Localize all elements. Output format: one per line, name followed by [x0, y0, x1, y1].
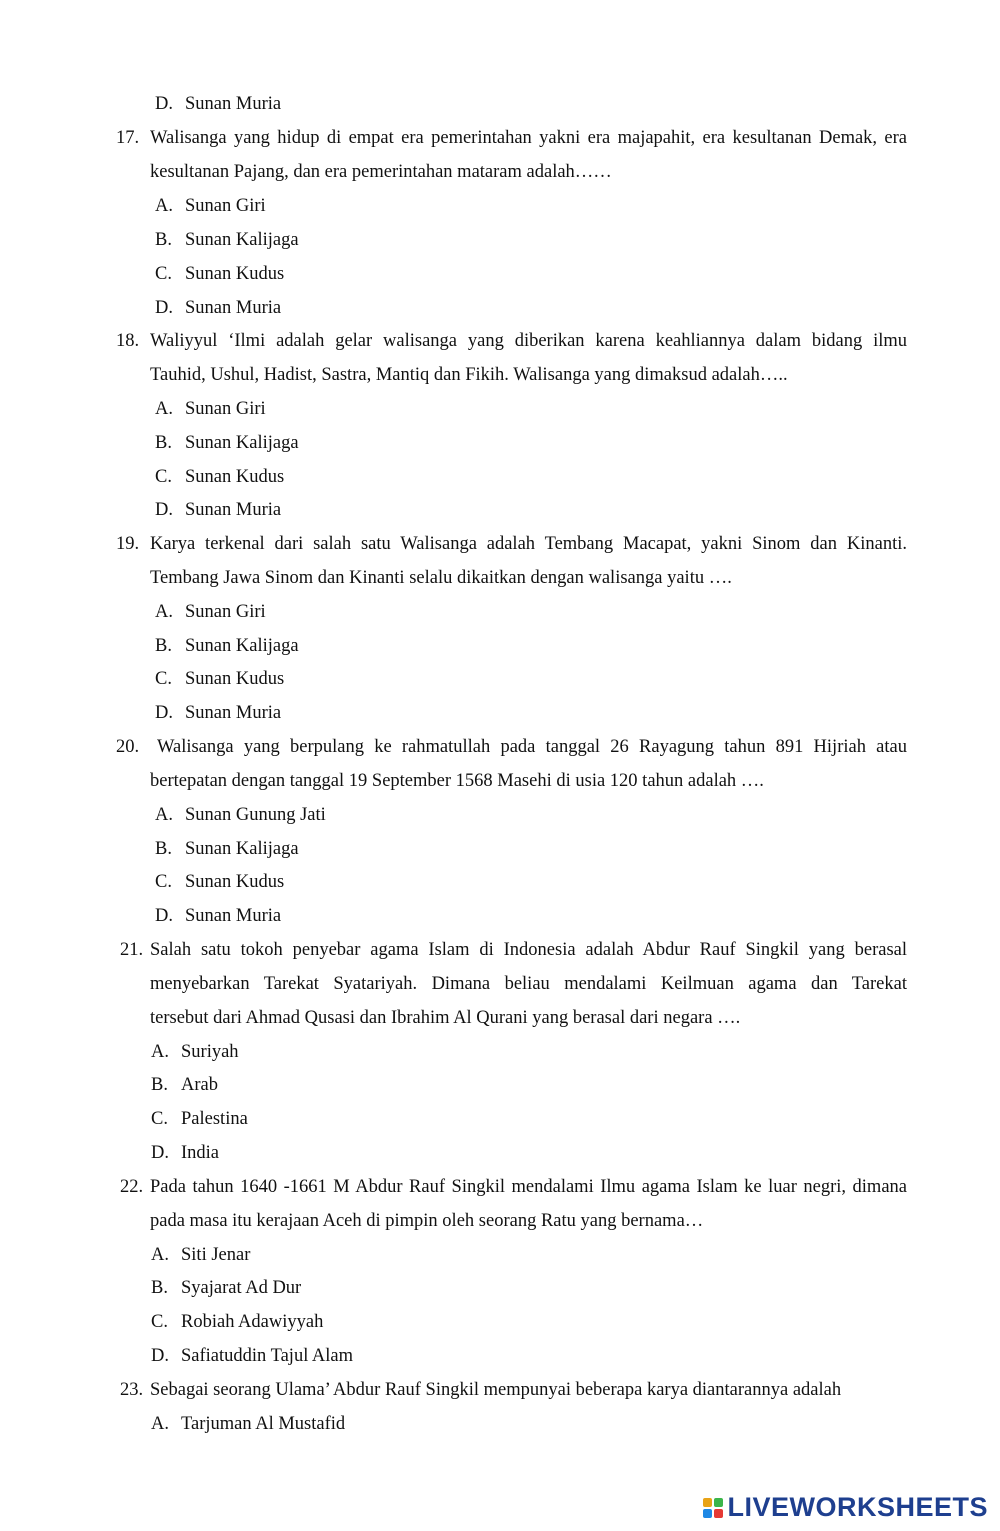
- answer-option: [155, 296, 281, 320]
- question-number: 19.: [116, 534, 140, 554]
- question-number: 22.: [120, 1177, 144, 1197]
- answer-option: [151, 1344, 353, 1368]
- question-number: 21.: [120, 940, 144, 960]
- liveworksheets-logo-icon: [703, 1498, 723, 1518]
- answer-option: [151, 1040, 239, 1064]
- option-text: Sunan Gunung Jati: [185, 805, 326, 825]
- question-text: pada masa itu kerajaan Aceh di pimpin oleh seorang Ratu yang bernama…: [150, 1211, 704, 1231]
- answer-option: [151, 1141, 219, 1165]
- option-letter: B.: [155, 636, 172, 656]
- option-letter: A.: [151, 1042, 169, 1062]
- option-text: Sunan Kalijaga: [185, 636, 299, 656]
- answer-option: [155, 837, 299, 861]
- answer-option: [155, 634, 299, 658]
- option-text: Arab: [181, 1075, 218, 1095]
- answer-option: [155, 904, 281, 928]
- option-text: Tarjuman Al Mustafid: [181, 1414, 346, 1434]
- option-text: Sunan Muria: [185, 500, 282, 520]
- question-text: Karya terkenal dari salah satu Walisanga adalah Tembang Macapat, yakni Sinom dan Kinanti.: [150, 534, 907, 554]
- option-text: Sunan Kudus: [185, 467, 285, 487]
- option-letter: A.: [155, 805, 173, 825]
- option-text: Sunan Kudus: [185, 669, 285, 689]
- answer-option: [155, 92, 281, 116]
- footer-brand: [703, 1492, 988, 1523]
- question-text: Salah satu tokoh penyebar agama Islam di Indonesia adalah Abdur Rauf Singkil yang berasal: [150, 940, 907, 960]
- option-letter: D.: [155, 703, 173, 723]
- answer-option: [155, 498, 281, 522]
- option-letter: B.: [155, 433, 172, 453]
- option-letter: D.: [155, 94, 173, 114]
- option-letter: C.: [155, 467, 172, 487]
- option-letter: B.: [151, 1075, 168, 1095]
- option-letter: A.: [151, 1414, 169, 1434]
- answer-option: [151, 1310, 323, 1334]
- option-text: Siti Jenar: [181, 1245, 251, 1265]
- question-text: kesultanan Pajang, dan era pemerintahan mataram adalah……: [150, 162, 612, 182]
- option-text: Robiah Adawiyyah: [181, 1312, 324, 1332]
- answer-option: [155, 465, 284, 489]
- question-text: Waliyyul ‘Ilmi adalah gelar walisanga yang diberikan karena keahliannya dalam bidang ilmu: [150, 331, 907, 351]
- answer-option: [155, 870, 284, 894]
- question-number: 17.: [116, 128, 140, 148]
- option-text: Sunan Kalijaga: [185, 230, 299, 250]
- option-letter: C.: [155, 669, 172, 689]
- option-text: Sunan Giri: [185, 196, 266, 216]
- question-text: Sebagai seorang Ulama’ Abdur Rauf Singkil mempunyai beberapa karya diantarannya adalah: [150, 1380, 842, 1400]
- question-number: 23.: [120, 1380, 144, 1400]
- option-letter: A.: [151, 1245, 169, 1265]
- answer-option: [155, 600, 266, 624]
- option-text: Safiatuddin Tajul Alam: [181, 1346, 354, 1366]
- question-text: Walisanga yang berpulang ke rahmatullah pada tanggal 26 Rayagung tahun 891 Hijriah atau: [157, 737, 907, 757]
- option-letter: A.: [155, 399, 173, 419]
- question-number: 18.: [116, 331, 140, 351]
- option-text: India: [181, 1143, 220, 1163]
- option-letter: D.: [151, 1346, 169, 1366]
- question-text: Tauhid, Ushul, Hadist, Sastra, Mantiq dan Fikih. Walisanga yang dimaksud adalah…..: [150, 365, 788, 385]
- question-text: Walisanga yang hidup di empat era pemerintahan yakni era majapahit, era kesultanan Demak, era: [150, 128, 907, 148]
- option-text: Sunan Giri: [185, 399, 266, 419]
- answer-option: [151, 1276, 301, 1300]
- question-text: Pada tahun 1640 -1661 M Abdur Rauf Singkil mendalami Ilmu agama Islam ke luar negri, dimana: [150, 1177, 907, 1197]
- option-text: Sunan Muria: [185, 298, 282, 318]
- question-text: Tembang Jawa Sinom dan Kinanti selalu dikaitkan dengan walisanga yaitu ….: [150, 568, 732, 588]
- answer-option: [151, 1243, 250, 1267]
- option-text: Sunan Kudus: [185, 264, 285, 284]
- answer-option: [155, 228, 299, 252]
- option-letter: C.: [151, 1109, 168, 1129]
- answer-option: [155, 431, 299, 455]
- answer-option: [151, 1107, 248, 1131]
- answer-option: [155, 803, 326, 827]
- answer-option: [155, 397, 266, 421]
- option-letter: A.: [155, 196, 173, 216]
- answer-option: [151, 1412, 345, 1436]
- option-text: Palestina: [181, 1109, 248, 1129]
- answer-option: [151, 1073, 218, 1097]
- option-text: Sunan Muria: [185, 703, 282, 723]
- answer-option: [155, 701, 281, 725]
- option-letter: C.: [151, 1312, 168, 1332]
- option-text: Sunan Kudus: [185, 872, 285, 892]
- question-text: bertepatan dengan tanggal 19 September 1568 Masehi di usia 120 tahun adalah ….: [150, 771, 764, 791]
- option-letter: D.: [155, 298, 173, 318]
- answer-option: [155, 667, 284, 691]
- question-text: menyebarkan Tarekat Syatariyah. Dimana beliau mendalami Keilmuan agama dan Tarekat: [150, 974, 907, 994]
- option-text: Sunan Giri: [185, 602, 266, 622]
- option-letter: B.: [155, 230, 172, 250]
- option-text: Sunan Muria: [185, 906, 282, 926]
- option-text: Sunan Muria: [185, 94, 282, 114]
- answer-option: [155, 194, 266, 218]
- option-text: Sunan Kalijaga: [185, 839, 299, 859]
- option-letter: D.: [151, 1143, 169, 1163]
- option-letter: C.: [155, 872, 172, 892]
- option-letter: B.: [155, 839, 172, 859]
- option-letter: D.: [155, 500, 173, 520]
- option-letter: A.: [155, 602, 173, 622]
- brand-name: LIVEWORKSHEETS: [727, 1492, 988, 1522]
- option-text: Sunan Kalijaga: [185, 433, 299, 453]
- option-letter: D.: [155, 906, 173, 926]
- option-text: Suriyah: [181, 1042, 239, 1062]
- option-letter: C.: [155, 264, 172, 284]
- question-text: tersebut dari Ahmad Qusasi dan Ibrahim Al Qurani yang berasal dari negara ….: [150, 1008, 741, 1028]
- answer-option: [155, 262, 284, 286]
- question-number: 20.: [116, 737, 140, 757]
- option-text: Syajarat Ad Dur: [181, 1278, 302, 1298]
- option-letter: B.: [151, 1278, 168, 1298]
